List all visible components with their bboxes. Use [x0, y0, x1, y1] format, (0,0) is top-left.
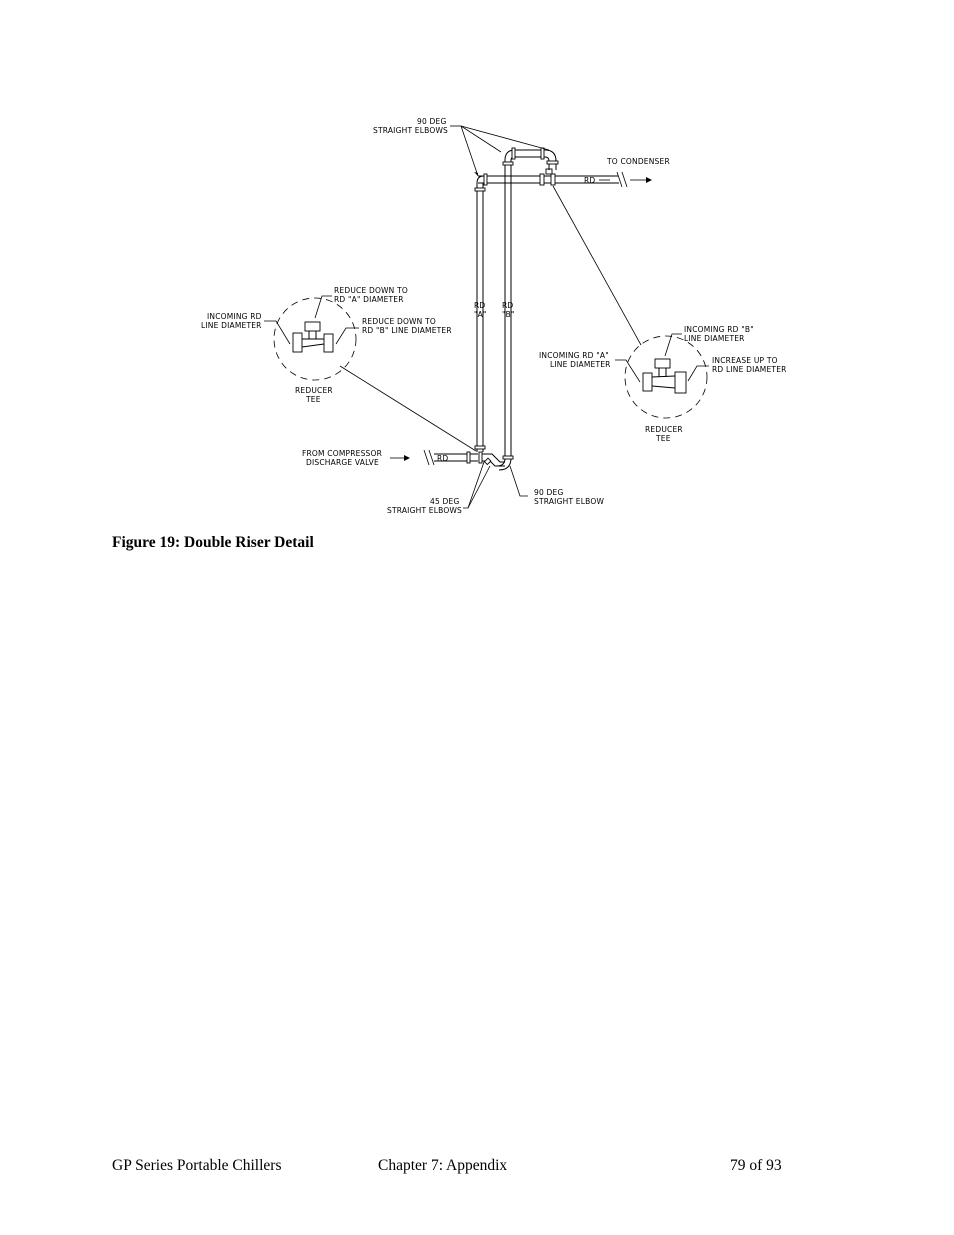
label-incoming-rd-2: LINE DIAMETER [201, 321, 262, 330]
figure-caption: Figure 19: Double Riser Detail [112, 534, 314, 551]
label-90deg-elbows-2: STRAIGHT ELBOWS [373, 126, 449, 135]
label-rd-outlet: RD [584, 176, 596, 185]
label-reduce-b-1: REDUCE DOWN TO [362, 317, 436, 326]
label-reducer-tee-right-2: TEE [656, 434, 671, 443]
label-rd-inlet: RD [437, 454, 449, 463]
label-from-compressor-1: FROM COMPRESSOR [302, 449, 383, 458]
reducer-tee-right-detail [615, 334, 709, 418]
label-reducer-tee-left-2: TEE [306, 395, 321, 404]
label-reduce-a-2: RD "A" DIAMETER [334, 295, 404, 304]
label-90deg-elbows-1: 90 DEG [417, 117, 447, 126]
label-from-compressor-2: DISCHARGE VALVE [306, 458, 379, 467]
label-reducer-tee-right-1: REDUCER [645, 425, 683, 434]
label-45deg-elbows-1: 45 DEG [430, 497, 460, 506]
label-reducer-tee-left-1: REDUCER [295, 386, 333, 395]
label-incoming-rd-1: INCOMING RD [207, 312, 262, 321]
bottom-inlet-pipe [390, 450, 513, 470]
label-rd-b-2: "B" [502, 310, 515, 319]
label-reduce-a-1: REDUCE DOWN TO [334, 286, 408, 295]
label-incoming-b-2: LINE DIAMETER [684, 334, 745, 343]
double-riser-diagram [0, 0, 954, 540]
label-90deg-elbow-1: 90 DEG [534, 488, 564, 497]
label-increase-2: RD LINE DIAMETER [712, 365, 787, 374]
label-rd-a-1: RD [474, 301, 486, 310]
top-header-pipe [478, 169, 652, 187]
label-increase-1: INCREASE UP TO [712, 356, 778, 365]
label-45deg-elbows-2: STRAIGHT ELBOWS [387, 506, 463, 515]
label-reduce-b-2: RD "B" LINE DIAMETER [362, 326, 452, 335]
reducer-tee-left-detail [264, 296, 359, 380]
footer-chapter: Chapter 7: Appendix [378, 1157, 508, 1174]
label-incoming-b-1: INCOMING RD "B" [684, 325, 754, 334]
label-incoming-a-2: LINE DIAMETER [550, 360, 611, 369]
label-rd-a-2: "A" [474, 310, 487, 319]
footer-page-number: 79 of 93 [730, 1157, 782, 1174]
label-incoming-a-1: INCOMING RD "A" [539, 351, 609, 360]
label-rd-b-1: RD [502, 301, 514, 310]
label-to-condenser: TO CONDENSER [607, 157, 670, 166]
label-90deg-elbow-2: STRAIGHT ELBOW [534, 497, 605, 506]
footer-product-name: GP Series Portable Chillers [112, 1157, 282, 1174]
